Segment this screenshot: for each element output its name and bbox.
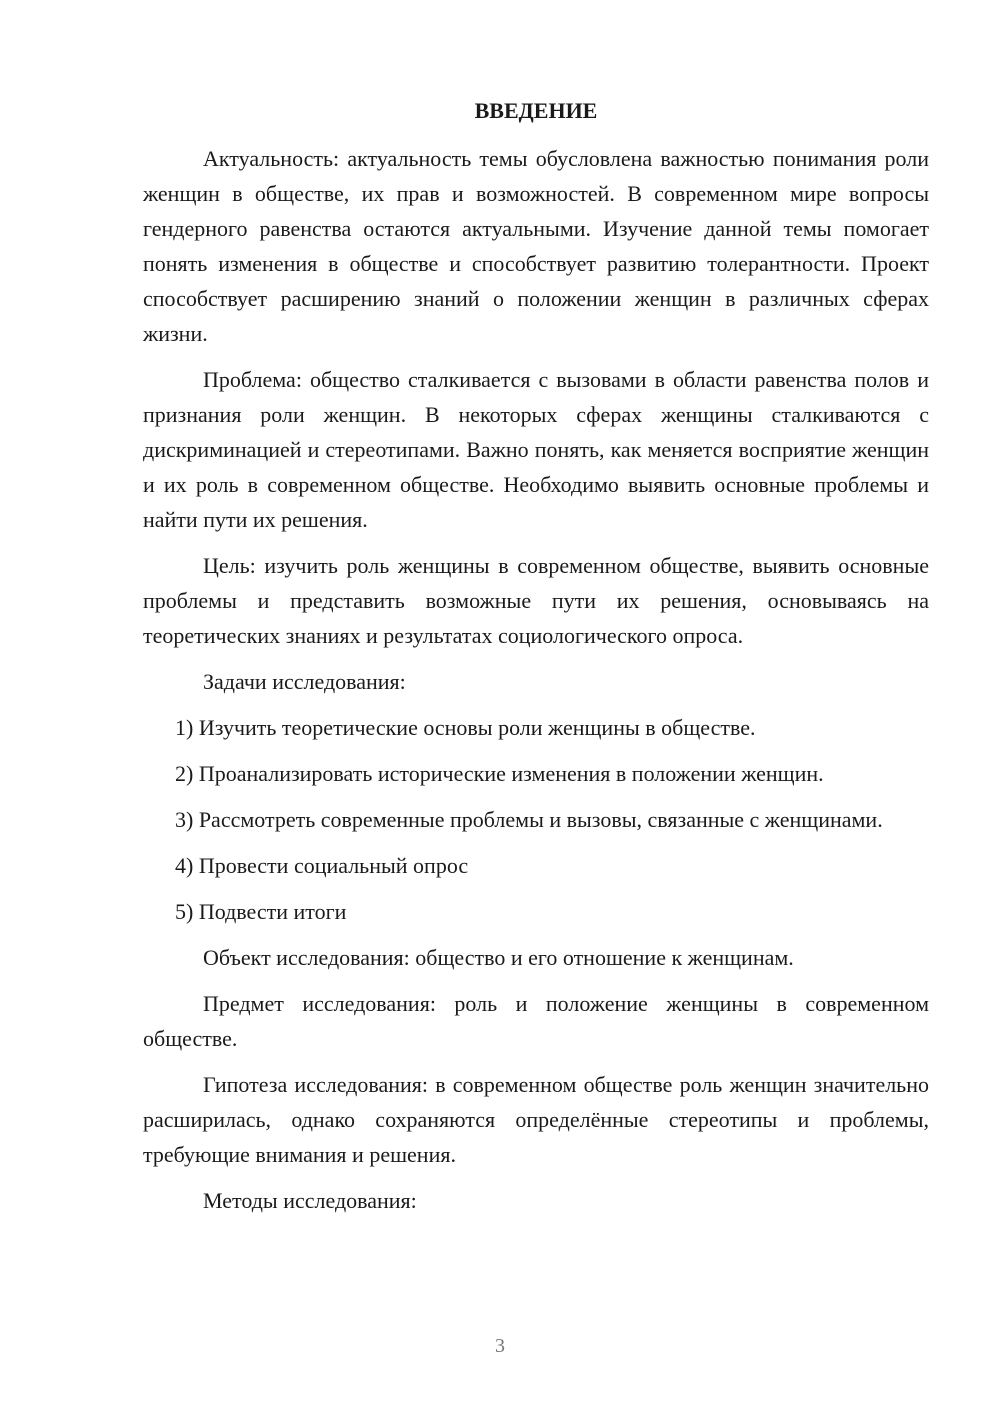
task-item-4: 4) Провести социальный опрос: [175, 853, 469, 878]
hypothesis-paragraph: Гипотеза исследования: в современном обществе роль женщин значительно расширилась, однако сохраняются определённые стереотипы и проблемы, требующие внимания и решения.: [143, 1072, 929, 1167]
task-item-1: 1) Изучить теоретические основы роли женщины в обществе.: [175, 715, 756, 740]
tasks-title: Задачи исследования:: [203, 669, 406, 694]
problem-paragraph: Проблема: общество сталкивается с вызовами в области равенства полов и признания роли женщин. В некоторых сферах женщины сталкиваются с дискриминацией и стереотипами. Важно понять, как меняется восприятие женщин и их роль в современном обществе. Необходимо выявить основные проблемы и найти пути их решения.: [143, 367, 929, 532]
subject-paragraph: Предмет исследования: роль и положение женщины в современном обществе.: [143, 991, 929, 1051]
methods-paragraph: Методы исследования:: [203, 1188, 417, 1213]
task-item-5: 5) Подвести итоги: [175, 899, 347, 924]
object-paragraph: Объект исследования: общество и его отношение к женщинам.: [203, 945, 794, 970]
relevance-paragraph: Актуальность: актуальность темы обусловлена важностью понимания роли женщин в обществе, их прав и возможностей. В современном мире вопросы гендерного равенства остаются актуальными. Изучение данной темы помогает понять изменения в обществе и способствует развитию толерантности. Проект способствует расширению знаний о положении женщин в различных сферах жизни.: [143, 146, 929, 346]
task-item-2: 2) Проанализировать исторические изменения в положении женщин.: [175, 761, 824, 786]
task-item-3: 3) Рассмотреть современные проблемы и вызовы, связанные с женщинами.: [175, 807, 883, 832]
section-heading: ВВЕДЕНИЕ: [474, 98, 598, 123]
document-page: [143, 96, 929, 1218]
goal-paragraph: Цель: изучить роль женщины в современном обществе, выявить основные проблемы и представить возможные пути их решения, основываясь на теоретических знаниях и результатах социологического опроса.: [143, 553, 929, 648]
page-number: 3: [495, 1335, 505, 1357]
